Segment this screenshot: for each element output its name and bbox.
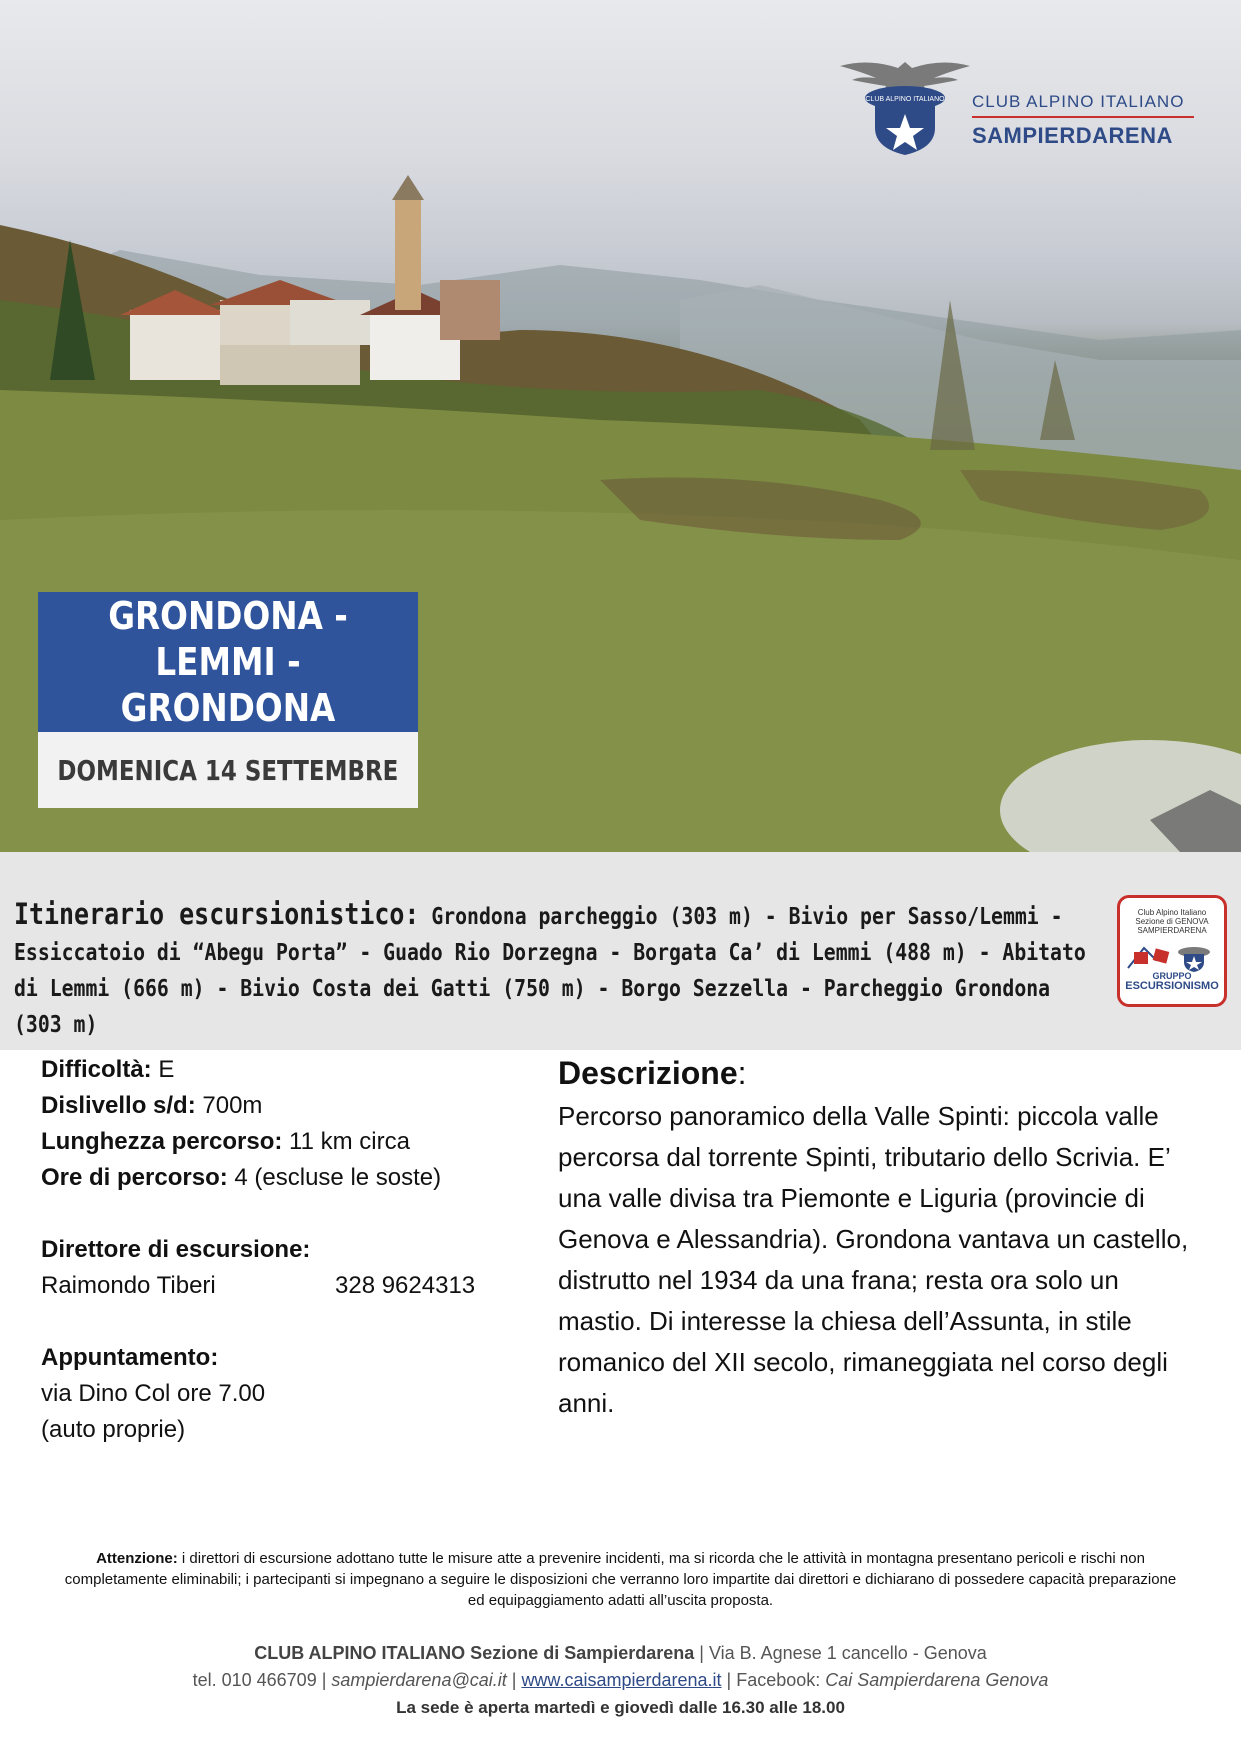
hours-row: Ore di percorso: 4 (escluse le soste): [41, 1164, 442, 1191]
hero-photo: [0, 0, 1241, 852]
footer-address: | Via B. Agnese 1 cancello - Genova: [694, 1643, 987, 1663]
cai-eagle-emblem-icon: [838, 56, 972, 156]
event-title: GRONDONA - LEMMI - GRONDONA: [108, 594, 348, 730]
event-title-box: [38, 592, 418, 732]
logo-line1: CLUB ALPINO ITALIANO: [972, 92, 1185, 111]
footer-line1: [0, 1640, 1241, 1667]
badge-name: ESCURSIONISMO: [1125, 980, 1219, 992]
meeting-line1: via Dino Col ore 7.00: [41, 1380, 266, 1407]
footer-line2: tel. 010 466709 | sampierdarena@cai.it | www.caisampierdarena.it | Facebook: Cai Sampierdarena Genova: [192, 1670, 1049, 1690]
length-row: Lunghezza percorso: 11 km circa: [41, 1128, 410, 1155]
badge-line1: Club Alpino Italiano: [1137, 908, 1207, 917]
emblem-text: CLUB ALPINO ITALIANO: [865, 96, 945, 103]
cai-sampierdarena-logo: [838, 56, 1198, 156]
director-name: Raimondo Tiberi: [41, 1272, 216, 1299]
difficulty-row: Difficoltà: E: [41, 1056, 175, 1083]
badge-line2: Sezione di GENOVA: [1135, 917, 1209, 926]
footer: [0, 1640, 1241, 1721]
itinerary-label: Itinerario escursionistico:: [14, 897, 420, 931]
footer-org: CLUB ALPINO ITALIANO Sezione di Sampierdarena: [254, 1643, 695, 1663]
description-title: Descrizione:: [558, 1055, 747, 1091]
facebook-link[interactable]: Cai Sampierdarena Genova: [825, 1670, 1049, 1690]
logo-line2: SAMPIERDARENA: [972, 123, 1173, 148]
itinerary-band: [0, 852, 1241, 1050]
mountain-flags-icon: [1126, 938, 1218, 972]
director-phone: 328 9624313: [335, 1272, 476, 1299]
meeting-line2: (auto proprie): [41, 1416, 186, 1443]
director-row: [41, 1268, 511, 1304]
logo-divider: [972, 116, 1194, 118]
itinerary-route: Grondona parcheggio (303 m) - Bivio per Sasso/Lemmi - Essiccatoio di “Abegu Porta” - Guado Rio Dorzegna - Borgata Ca’ di Lemmi (488 m) - Abitato di Lemmi (666 m) - Bivio Costa dei Gatti (750 m) - Borgo Sezzella - Parcheggio Grondona (303 m): [14, 904, 1086, 1038]
description-section: [558, 1050, 1198, 1424]
footer-hours: La sede è aperta martedì e giovedì dalle 16.30 alle 18.00: [396, 1698, 845, 1717]
badge-line3: SAMPIERDARENA: [1137, 926, 1207, 935]
itinerary-text: [14, 896, 1106, 1043]
meeting-label: Appuntamento:: [41, 1344, 219, 1371]
footer-email[interactable]: sampierdarena@cai.it: [331, 1670, 507, 1690]
director-label: Direttore di escursione:: [41, 1236, 311, 1263]
event-date: DOMENICA 14 SETTEMBRE: [57, 753, 399, 787]
elevation-row: Dislivello s/d: 700m: [41, 1092, 263, 1119]
escursionismo-badge: [1117, 895, 1227, 1007]
event-date-box: [38, 732, 418, 808]
badge-group: GRUPPO: [1152, 971, 1192, 981]
warning-notice: Attenzione: i direttori di escursione adottano tutte le misure atte a prevenire incidenti, ma si ricorda che le attività in montagna presentano pericoli e rischi non completamente eliminabili; i partecipanti si impegnano a seguire le disposizioni che verranno loro impartite dai direttori e dichiarano di possedere capacità preparazione ed equipaggiamento adatti all’uscita proposta.: [64, 1550, 1177, 1609]
event-details: [41, 1052, 511, 1448]
website-link[interactable]: www.caisampierdarena.it: [521, 1670, 722, 1690]
description-body: Percorso panoramico della Valle Spinti: piccola valle percorsa dal torrente Spinti, tributario dello Scrivia. E’ una valle divisa tra Piemonte e Liguria (provincie di Genova e Alessandria). Grondona vantava un castello, distrutto nel 1934 da una frana; resta ora solo un mastio. Di interesse la chiesa dell’Assunta, in stile romanico del XII secolo, rimaneggiata nel corso degli anni.: [558, 1101, 1189, 1418]
